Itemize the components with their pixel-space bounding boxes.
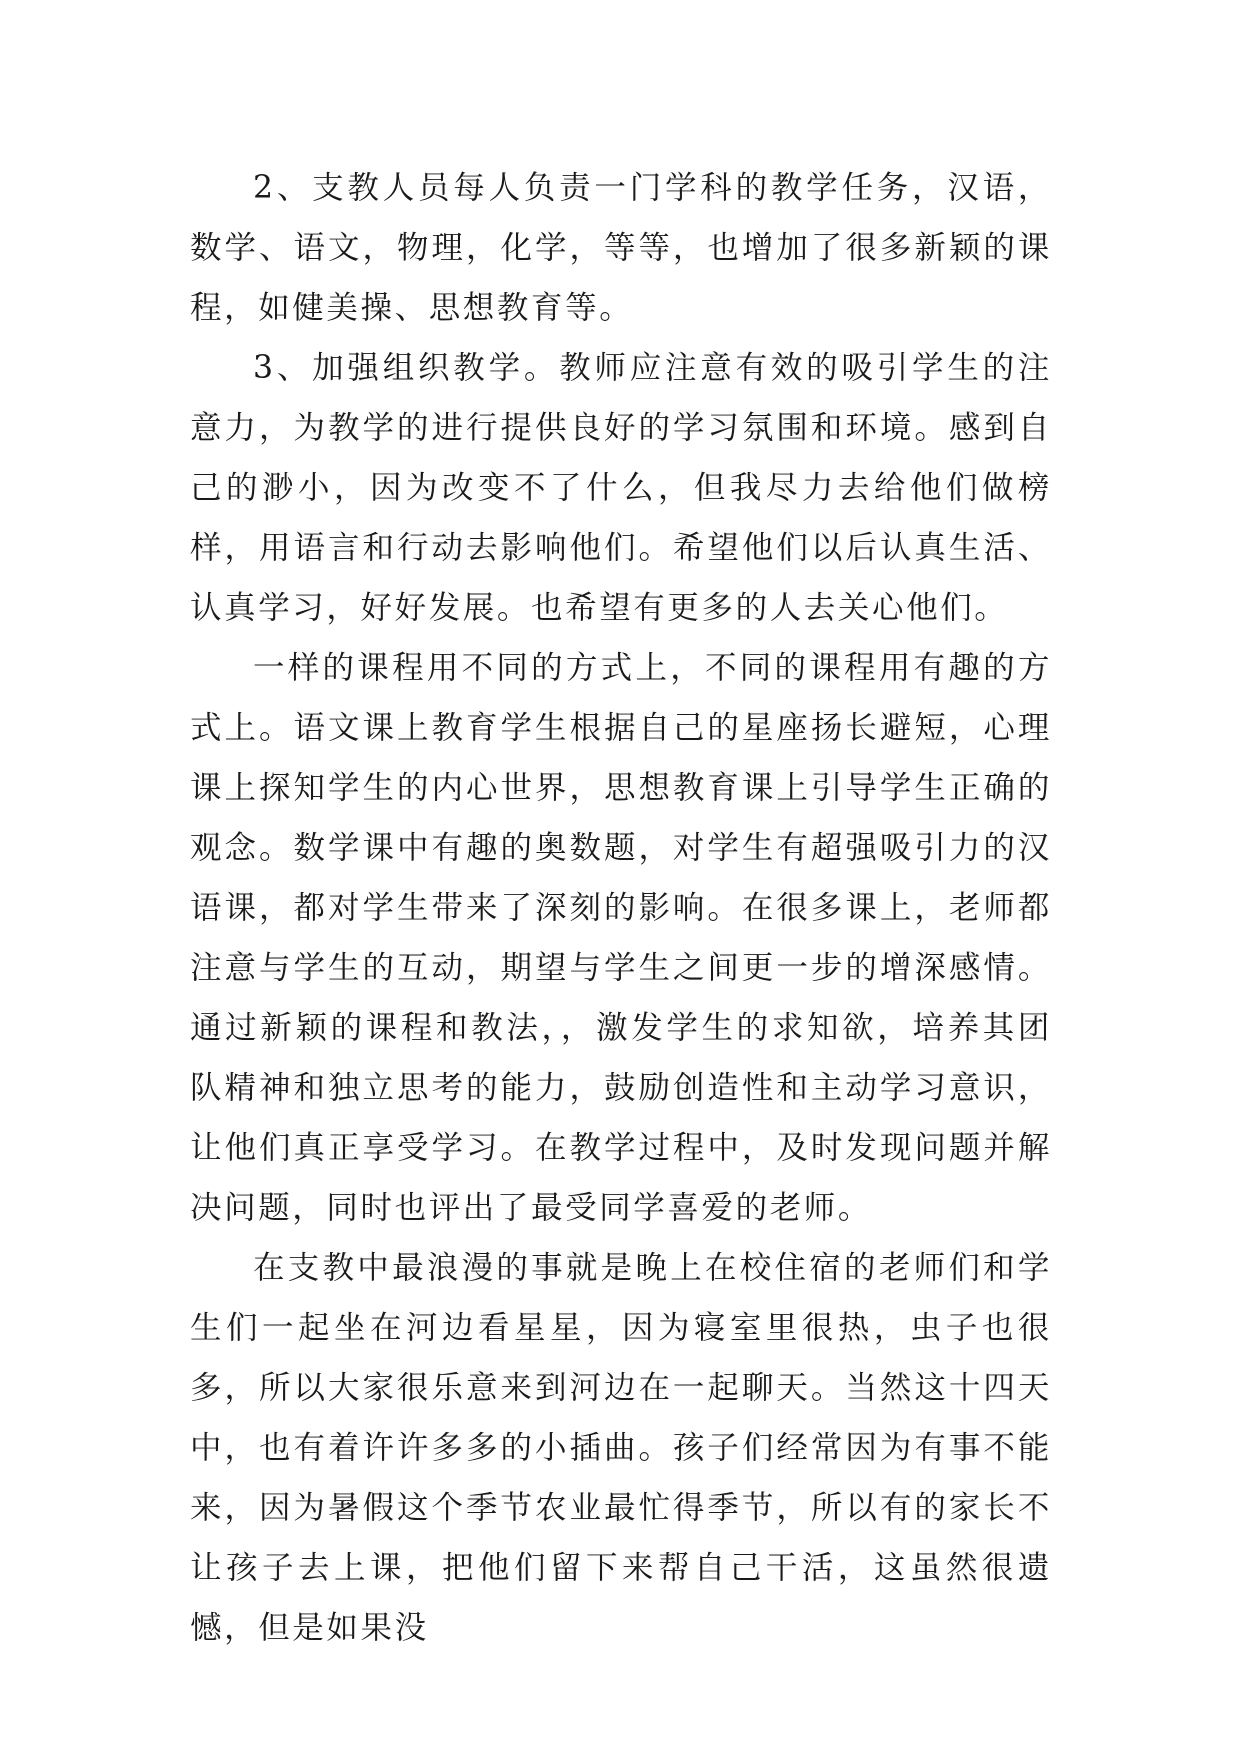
paragraph-1: 2、支教人员每人负责一门学科的教学任务，汉语，数学、语文，物理，化学，等等，也增加了很多新颖的课程，如健美操、思想教育等。	[190, 170, 1052, 326]
paragraph-3: 一样的课程用不同的方式上，不同的课程用有趣的方式上。语文课上教育学生根据自己的星座扬长避短，心理课上探知学生的内心世界，思想教育课上引导学生正确的观念。数学课中有趣的奥数题，对学生有超强吸引力的汉语课，都对学生带来了深刻的影响。在很多课上，老师都注意与学生的互动，期望与学生之间更一步的增深感情。通过新颖的课程和教法，，激发学生的求知欲，培养其团队精神和独立思考的能力，鼓励创造性和主动学习意识，让他们真正享受学习。在教学过程中，及时发现问题并解决问题，同时也评出了最受同学喜爱的老师。	[190, 650, 1052, 1226]
paragraph-2: 3、加强组织教学。教师应注意有效的吸引学生的注意力，为教学的进行提供良好的学习氛围和环境。感到自己的渺小，因为改变不了什么，但我尽力去给他们做榜样，用语言和行动去影响他们。希望他们以后认真生活、认真学习，好好发展。也希望有更多的人去关心他们。	[190, 350, 1052, 626]
paragraph-4: 在支教中最浪漫的事就是晚上在校住宿的老师们和学生们一起坐在河边看星星，因为寝室里很热，虫子也很多，所以大家很乐意来到河边在一起聊天。当然这十四天中，也有着许许多多的小插曲。孩子们经常因为有事不能来，因为暑假这个季节农业最忙得季节，所以有的家长不让孩子去上课，把他们留下来帮自己干活，这虽然很遗憾，但是如果没	[190, 1250, 1052, 1646]
body-text	[190, 158, 1052, 1658]
